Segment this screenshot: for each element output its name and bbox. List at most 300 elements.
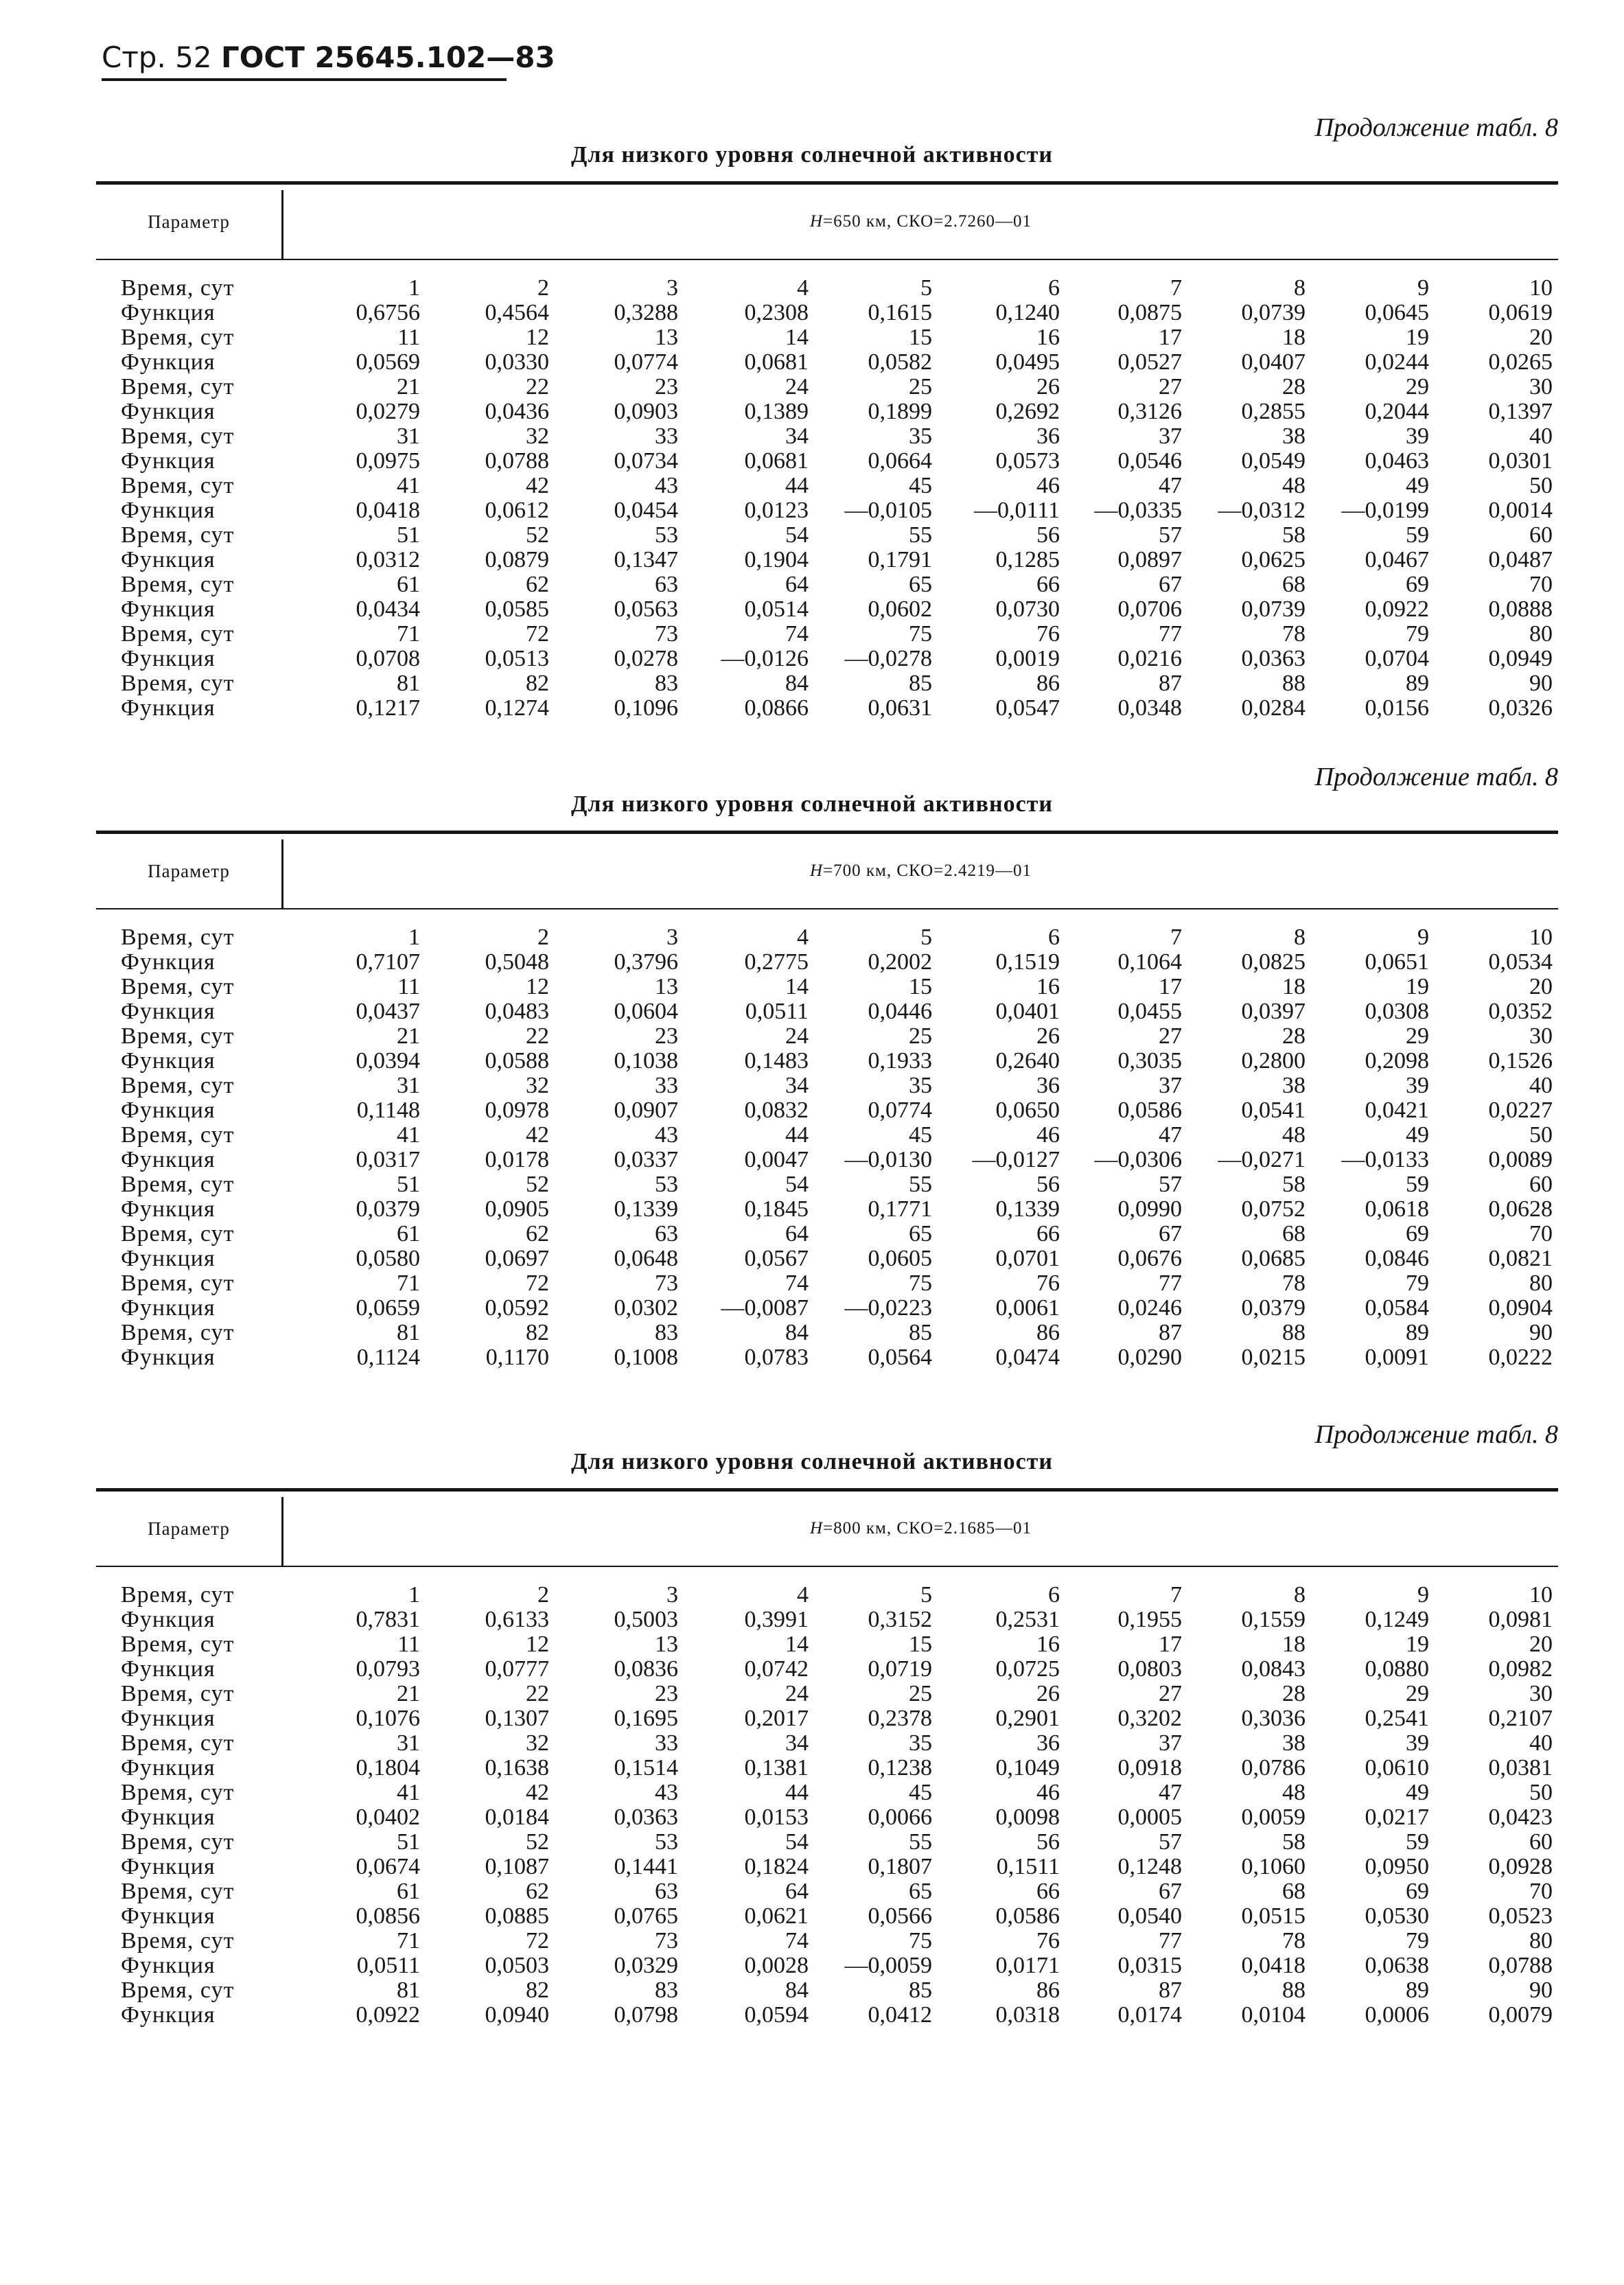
table-cell: 80 <box>1529 1271 1553 1296</box>
row-label: Функция <box>121 1607 216 1632</box>
table-cell: 0,0612 <box>485 498 549 523</box>
table-cell: 37 <box>1159 424 1182 449</box>
table-cell: 65 <box>909 1879 932 1904</box>
table-cell: 0,0875 <box>1117 300 1182 325</box>
table-cell: 0,0215 <box>1241 1345 1306 1370</box>
table-cell: 89 <box>1406 1320 1429 1345</box>
table-cell: 87 <box>1159 1320 1182 1345</box>
table-cell: 0,0651 <box>1365 949 1429 975</box>
table-cell: 85 <box>909 1977 932 2003</box>
table-cell: 0,0585 <box>485 596 549 622</box>
row-label: Функция <box>121 1953 216 1978</box>
table-cell: 0,0527 <box>1117 349 1182 375</box>
table-cell: 0,1933 <box>868 1048 932 1074</box>
table-cell: 41 <box>397 1780 420 1805</box>
table-cell: 0,3288 <box>614 300 678 325</box>
table-cell: 0,0567 <box>744 1246 809 1271</box>
table-cell: 0,0156 <box>1365 695 1429 721</box>
table-cell: 83 <box>655 671 678 696</box>
table-cell: 0,0028 <box>744 1953 809 1978</box>
table-cell: 0,0631 <box>868 695 932 721</box>
table-cell: 8 <box>1294 925 1306 950</box>
table-cell: 50 <box>1529 473 1553 498</box>
table-cell: 45 <box>909 1122 932 1148</box>
table-row <box>0 1781 1624 1805</box>
table-cell: 37 <box>1159 1730 1182 1756</box>
row-label: Функция <box>121 1048 216 1074</box>
table-cell: 64 <box>785 572 809 597</box>
table-cell: 0,0704 <box>1365 646 1429 671</box>
table-cell: 0,1170 <box>485 1345 549 1370</box>
table-cell: 10 <box>1529 275 1553 301</box>
row-label: Функция <box>121 2002 216 2028</box>
table-cell: 56 <box>1036 522 1060 548</box>
table-cell: 27 <box>1159 374 1182 399</box>
table-cell: 40 <box>1529 1730 1553 1756</box>
table-cell: 0,0903 <box>614 399 678 424</box>
table-cell: 83 <box>655 1977 678 2003</box>
table-cell: 0,0676 <box>1117 1246 1182 1271</box>
table-cell: 0,0463 <box>1365 448 1429 474</box>
row-label: Время, сут <box>121 1320 235 1345</box>
table-cell: 0,3036 <box>1241 1706 1306 1731</box>
table-row <box>0 1098 1624 1123</box>
table-cell: 26 <box>1036 1023 1060 1049</box>
table-cell: 0,0315 <box>1117 1953 1182 1978</box>
table-cell: 66 <box>1036 572 1060 597</box>
table-cell: 0,0246 <box>1117 1295 1182 1321</box>
table-cell: 16 <box>1036 325 1060 350</box>
table-cell: 78 <box>1282 1928 1306 1953</box>
table-cell: 2 <box>537 275 549 301</box>
table-cell: 46 <box>1036 473 1060 498</box>
table-cell: 0,0326 <box>1488 695 1553 721</box>
table-cell: 25 <box>909 1681 932 1706</box>
row-label: Время, сут <box>121 621 235 647</box>
table-cell: 10 <box>1529 925 1553 950</box>
table-cell: 23 <box>655 374 678 399</box>
table-subtitle: Для низкого уровня солнечной активности <box>571 791 1053 817</box>
table-cell: 45 <box>909 473 932 498</box>
table-cell: 90 <box>1529 1320 1553 1345</box>
row-label: Функция <box>121 999 216 1024</box>
table-cell: 0,0739 <box>1241 596 1306 622</box>
table-cell: 0,1049 <box>995 1755 1060 1781</box>
table-cell: 60 <box>1529 1829 1553 1855</box>
table-cell: 19 <box>1406 1632 1429 1657</box>
table-cell: —0,0306 <box>1094 1147 1182 1172</box>
table-cell: 0,0681 <box>744 349 809 375</box>
table-cell: 40 <box>1529 424 1553 449</box>
table-row <box>0 999 1624 1024</box>
table-cell: 54 <box>785 522 809 548</box>
row-label: Функция <box>121 349 216 375</box>
continuation-note: Продолжение табл. 8 <box>1314 1420 1558 1449</box>
table-cell: 0,2308 <box>744 300 809 325</box>
table-cell: 0,0279 <box>356 399 420 424</box>
table-cell: 55 <box>909 522 932 548</box>
table-cell: 39 <box>1406 1730 1429 1756</box>
table-cell: 0,0454 <box>614 498 678 523</box>
table-cell: 0,0628 <box>1488 1196 1553 1222</box>
table-cell: 23 <box>655 1023 678 1049</box>
table-cell: 54 <box>785 1829 809 1855</box>
table-cell: 0,0774 <box>868 1098 932 1123</box>
table-cell: 0,1248 <box>1117 1854 1182 1879</box>
table-cell: 0,0618 <box>1365 1196 1429 1222</box>
altitude-params: =650 км, СКО=2.7260—01 <box>823 212 1032 231</box>
table-cell: 0,0604 <box>614 999 678 1024</box>
table-cell: 86 <box>1036 1977 1060 2003</box>
table-cell: 31 <box>397 1073 420 1098</box>
table-cell: 32 <box>526 1073 549 1098</box>
table-cell: 0,1519 <box>995 949 1060 975</box>
table-cell: 0,0719 <box>868 1656 932 1682</box>
table-cell: 0,0803 <box>1117 1656 1182 1682</box>
table-cell: 0,0019 <box>995 646 1060 671</box>
table-cell: 56 <box>1036 1172 1060 1197</box>
table-cell: 38 <box>1282 1730 1306 1756</box>
table-cell: 43 <box>655 1780 678 1805</box>
table-cell: 0,0610 <box>1365 1755 1429 1781</box>
table-cell: —0,0133 <box>1341 1147 1429 1172</box>
table-cell: 25 <box>909 1023 932 1049</box>
table-row <box>0 1855 1624 1879</box>
table-cell: 51 <box>397 1829 420 1855</box>
table-cell: 0,5003 <box>614 1607 678 1632</box>
table-cell: 48 <box>1282 473 1306 498</box>
table-row <box>0 572 1624 597</box>
table-cell: 30 <box>1529 1023 1553 1049</box>
table-cell: 0,0329 <box>614 1953 678 1978</box>
table-cell: 52 <box>526 522 549 548</box>
table-cell: 87 <box>1159 1977 1182 2003</box>
table-cell: 0,0843 <box>1241 1656 1306 1682</box>
table-cell: 75 <box>909 621 932 647</box>
table-cell: 0,0407 <box>1241 349 1306 375</box>
row-label: Время, сут <box>121 1829 235 1855</box>
table-cell: 0,0436 <box>485 399 549 424</box>
table-cell: 22 <box>526 1023 549 1049</box>
table-row <box>0 449 1624 474</box>
table-cell: 0,0483 <box>485 999 549 1024</box>
table-cell: —0,0199 <box>1341 498 1429 523</box>
table-cell: 83 <box>655 1320 678 1345</box>
table-cell: 0,6133 <box>485 1607 549 1632</box>
row-label: Функция <box>121 547 216 572</box>
table-cell: 88 <box>1282 1320 1306 1345</box>
table-cell: 0,0059 <box>1241 1805 1306 1830</box>
table-row <box>0 375 1624 399</box>
table-cell: 0,0174 <box>1117 2002 1182 2028</box>
table-cell: 37 <box>1159 1073 1182 1098</box>
table-cell: 6 <box>1048 1582 1060 1608</box>
table-cell: 42 <box>526 1780 549 1805</box>
table-cell: 4 <box>797 1582 809 1608</box>
table-cell: 0,0950 <box>1365 1854 1429 1879</box>
table-cell: 0,1904 <box>744 547 809 572</box>
altitude-symbol: H <box>809 861 824 880</box>
table-cell: 42 <box>526 473 549 498</box>
table-cell: 14 <box>785 325 809 350</box>
row-label: Время, сут <box>121 1977 235 2003</box>
table-cell: 20 <box>1529 974 1553 999</box>
table-cell: 0,0153 <box>744 1805 809 1830</box>
table-cell: 75 <box>909 1271 932 1296</box>
table-cell: 0,0788 <box>1488 1953 1553 1978</box>
table-cell: 38 <box>1282 424 1306 449</box>
table-cell: 0,1008 <box>614 1345 678 1370</box>
row-label: Время, сут <box>121 1879 235 1904</box>
table-cell: 0,2800 <box>1241 1048 1306 1074</box>
table-cell: 0,1381 <box>744 1755 809 1781</box>
table-cell: 20 <box>1529 1632 1553 1657</box>
row-label: Время, сут <box>121 1928 235 1953</box>
table-cell: 7 <box>1170 275 1182 301</box>
table-cell: 0,0922 <box>1365 596 1429 622</box>
row-label: Время, сут <box>121 1780 235 1805</box>
table-row <box>0 1657 1624 1682</box>
table-cell: 14 <box>785 974 809 999</box>
table-cell: 79 <box>1406 1271 1429 1296</box>
row-label: Время, сут <box>121 1632 235 1657</box>
table-cell: 79 <box>1406 621 1429 647</box>
table-cell: 0,0503 <box>485 1953 549 1978</box>
table-cell: 17 <box>1159 1632 1182 1657</box>
table-cell: 0,2098 <box>1365 1048 1429 1074</box>
table-cell: 0,0701 <box>995 1246 1060 1271</box>
table-cell: 0,1615 <box>868 300 932 325</box>
table-cell: 0,0089 <box>1488 1147 1553 1172</box>
table-cell: 53 <box>655 522 678 548</box>
table-cell: 0,0798 <box>614 2002 678 2028</box>
table-row <box>0 1024 1624 1049</box>
data-grid <box>0 276 1624 721</box>
table-cell: 0,1845 <box>744 1196 809 1222</box>
table-row <box>0 671 1624 696</box>
table-cell: 0,0278 <box>614 646 678 671</box>
table-cell: 4 <box>797 275 809 301</box>
table-row <box>0 1321 1624 1345</box>
table-cell: 28 <box>1282 374 1306 399</box>
table-cell: 0,0514 <box>744 596 809 622</box>
table-cell: 0,0619 <box>1488 300 1553 325</box>
table-cell: 48 <box>1282 1122 1306 1148</box>
table-cell: 73 <box>655 1928 678 1953</box>
table-cell: —0,0278 <box>844 646 932 671</box>
table-cell: 64 <box>785 1879 809 1904</box>
table-cell: 0,0079 <box>1488 2002 1553 2028</box>
row-label: Функция <box>121 1345 216 1370</box>
table-cell: 0,1038 <box>614 1048 678 1074</box>
row-label: Время, сут <box>121 1172 235 1197</box>
table-header <box>96 831 1558 909</box>
table-cell: 0,0546 <box>1117 448 1182 474</box>
table-cell: 5 <box>920 275 932 301</box>
table-cell: 0,2775 <box>744 949 809 975</box>
table-row <box>0 474 1624 498</box>
table-cell: 0,0047 <box>744 1147 809 1172</box>
table-cell: 0,0664 <box>868 448 932 474</box>
table-cell: 24 <box>785 1681 809 1706</box>
table-cell: 22 <box>526 1681 549 1706</box>
table-cell: 0,1240 <box>995 300 1060 325</box>
table-cell: 17 <box>1159 974 1182 999</box>
table-row <box>0 1632 1624 1657</box>
table-cell: 0,0337 <box>614 1147 678 1172</box>
table-cell: 0,0540 <box>1117 1903 1182 1929</box>
row-label: Время, сут <box>121 473 235 498</box>
table-cell: 0,0982 <box>1488 1656 1553 1682</box>
table-cell: 0,0885 <box>485 1903 549 1929</box>
table-cell: 0,0265 <box>1488 349 1553 375</box>
table-cell: 0,0301 <box>1488 448 1553 474</box>
table-cell: 0,0515 <box>1241 1903 1306 1929</box>
table-cell: 29 <box>1406 1023 1429 1049</box>
table-cell: 84 <box>785 1977 809 2003</box>
table-cell: 0,0650 <box>995 1098 1060 1123</box>
table-cell: 80 <box>1529 621 1553 647</box>
table-cell: 0,0005 <box>1117 1805 1182 1830</box>
table-cell: 88 <box>1282 1977 1306 2003</box>
table-cell: 0,2901 <box>995 1706 1060 1731</box>
table-row <box>0 1148 1624 1172</box>
table-cell: 0,1804 <box>356 1755 420 1781</box>
row-label: Время, сут <box>121 1271 235 1296</box>
table-cell: 69 <box>1406 1221 1429 1246</box>
table-cell: 79 <box>1406 1928 1429 1953</box>
table-cell: 31 <box>397 424 420 449</box>
table-cell: 52 <box>526 1172 549 1197</box>
table-cell: 82 <box>526 671 549 696</box>
table-cell: 0,0487 <box>1488 547 1553 572</box>
table-cell: 0,0573 <box>995 448 1060 474</box>
table-cell: 35 <box>909 1730 932 1756</box>
table-cell: 0,2640 <box>995 1048 1060 1074</box>
table-cell: 44 <box>785 1122 809 1148</box>
table-cell: 0,3126 <box>1117 399 1182 424</box>
table-cell: —0,0111 <box>974 498 1060 523</box>
table-cell: 28 <box>1282 1023 1306 1049</box>
table-cell: 0,0563 <box>614 596 678 622</box>
table-cell: 7 <box>1170 1582 1182 1608</box>
table-cell: 0,1285 <box>995 547 1060 572</box>
table-cell: 0,1771 <box>868 1196 932 1222</box>
row-label: Функция <box>121 646 216 671</box>
table-cell: 0,0783 <box>744 1345 809 1370</box>
table-cell: 39 <box>1406 424 1429 449</box>
table-cell: 62 <box>526 1221 549 1246</box>
table-cell: 49 <box>1406 473 1429 498</box>
table-cell: 77 <box>1159 621 1182 647</box>
row-label: Функция <box>121 1147 216 1172</box>
table-cell: 30 <box>1529 374 1553 399</box>
table-cell: 0,0975 <box>356 448 420 474</box>
row-label: Время, сут <box>121 522 235 548</box>
table-cell: 0,0564 <box>868 1345 932 1370</box>
table-cell: 0,2002 <box>868 949 932 975</box>
table-cell: 69 <box>1406 572 1429 597</box>
row-label: Время, сут <box>121 1221 235 1246</box>
table-cell: 59 <box>1406 1172 1429 1197</box>
table-cell: 0,1695 <box>614 1706 678 1731</box>
table-cell: 85 <box>909 671 932 696</box>
table-cell: 84 <box>785 671 809 696</box>
table-cell: 0,0777 <box>485 1656 549 1682</box>
table-cell: —0,0130 <box>844 1147 932 1172</box>
parameter-column-header: Параметр <box>148 1518 230 1539</box>
altitude-params-header <box>283 1492 1558 1566</box>
table-cell: 0,0216 <box>1117 646 1182 671</box>
row-label: Функция <box>121 949 216 975</box>
table-cell: 90 <box>1529 671 1553 696</box>
table-cell: 0,0061 <box>995 1295 1060 1321</box>
table-cell: 0,0638 <box>1365 1953 1429 1978</box>
row-label: Время, сут <box>121 1122 235 1148</box>
table-cell: 8 <box>1294 1582 1306 1608</box>
table-cell: 28 <box>1282 1681 1306 1706</box>
table-row <box>0 276 1624 301</box>
table-cell: 51 <box>397 1172 420 1197</box>
table-cell: 0,0706 <box>1117 596 1182 622</box>
table-cell: 0,1096 <box>614 695 678 721</box>
table-cell: 0,0645 <box>1365 300 1429 325</box>
table-row <box>0 1074 1624 1098</box>
table-cell: 74 <box>785 621 809 647</box>
table-cell: 71 <box>397 621 420 647</box>
table-cell: 19 <box>1406 325 1429 350</box>
row-label: Время, сут <box>121 572 235 597</box>
table-cell: 82 <box>526 1320 549 1345</box>
table-cell: 51 <box>397 522 420 548</box>
table-cell: 74 <box>785 1271 809 1296</box>
table-cell: 0,0685 <box>1241 1246 1306 1271</box>
table-cell: 20 <box>1529 325 1553 350</box>
row-label: Функция <box>121 596 216 622</box>
table-cell: 0,1824 <box>744 1854 809 1879</box>
table-cell: 15 <box>909 1632 932 1657</box>
table-cell: 42 <box>526 1122 549 1148</box>
table-cell: 33 <box>655 1730 678 1756</box>
table-cell: 59 <box>1406 522 1429 548</box>
table-cell: 0,0363 <box>1241 646 1306 671</box>
table-cell: 26 <box>1036 374 1060 399</box>
table-cell: 68 <box>1282 1221 1306 1246</box>
table-cell: 34 <box>785 1730 809 1756</box>
table-cell: 67 <box>1159 572 1182 597</box>
table-cell: 78 <box>1282 621 1306 647</box>
table-cell: 46 <box>1036 1780 1060 1805</box>
table-cell: 17 <box>1159 325 1182 350</box>
table-cell: 0,1217 <box>356 695 420 721</box>
row-label: Время, сут <box>121 275 235 301</box>
table-cell: 0,0455 <box>1117 999 1182 1024</box>
table-row <box>0 647 1624 671</box>
table-cell: 63 <box>655 1879 678 1904</box>
table-cell: 4 <box>797 925 809 950</box>
table-row <box>0 925 1624 950</box>
table-cell: 21 <box>397 1023 420 1049</box>
table-cell: 0,0592 <box>485 1295 549 1321</box>
table-cell: 25 <box>909 374 932 399</box>
table-cell: 86 <box>1036 1320 1060 1345</box>
table-cell: 9 <box>1417 1582 1429 1608</box>
table-cell: 0,2692 <box>995 399 1060 424</box>
table-cell: 0,0904 <box>1488 1295 1553 1321</box>
altitude-params-header <box>283 185 1558 259</box>
altitude-symbol: H <box>809 212 824 231</box>
table-cell: 0,1791 <box>868 547 932 572</box>
